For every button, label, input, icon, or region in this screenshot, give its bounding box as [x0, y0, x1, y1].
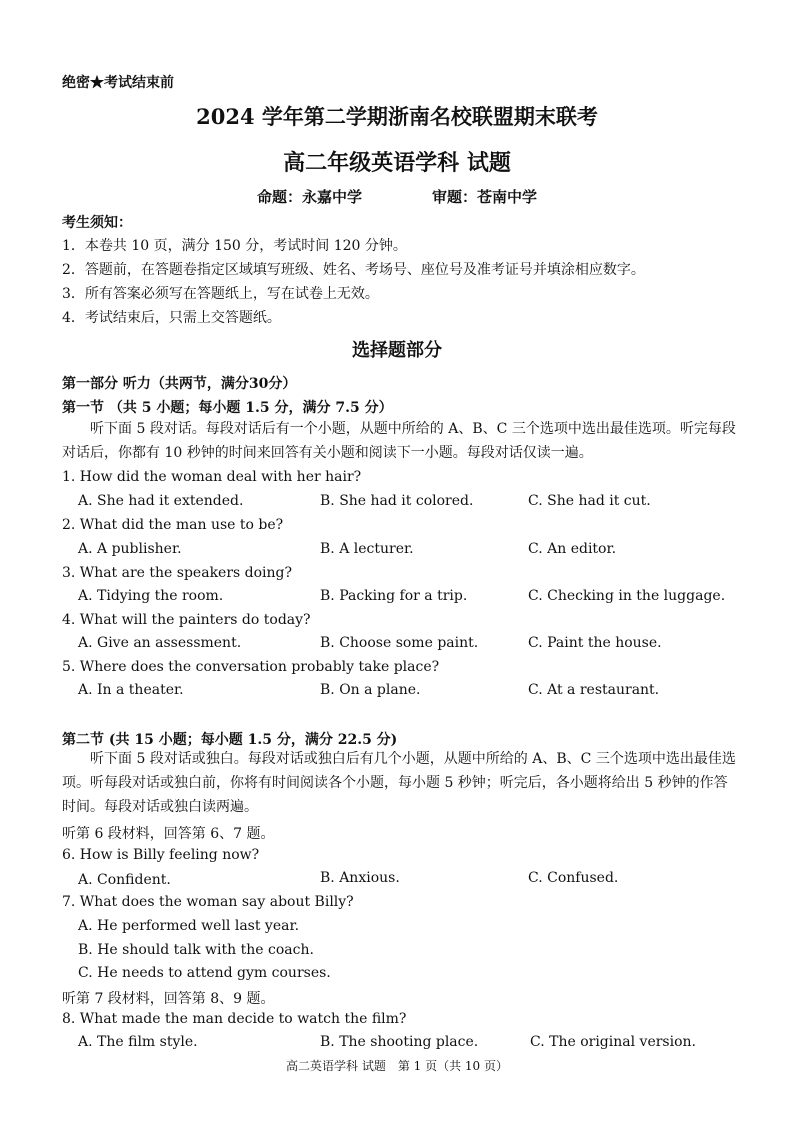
- option-a: A. The film style.: [78, 1034, 198, 1050]
- question-1: 1. How did the woman deal with her hair?: [62, 469, 362, 485]
- option-b: B. Anxious.: [320, 870, 400, 886]
- option-b: B. Choose some paint.: [320, 635, 479, 651]
- material-note: 听第 6 段材料，回答第 6、7 题。: [62, 826, 275, 842]
- authors-line: [0, 186, 794, 207]
- option-c: C. Confused.: [528, 870, 619, 886]
- option-a: A. Give an assessment.: [78, 635, 242, 651]
- option-b: B. On a plane.: [320, 682, 421, 698]
- question-7: 7. What does the woman say about Billy?: [62, 894, 354, 910]
- exam-subtitle: 高二年级英语学科 试题: [283, 150, 511, 176]
- sec2-instruction: 听下面 5 段对话或独白。每段对话或独白后有几个小题，从题中所给的 A、B、C 三个选项中选出最佳选项。听每段对话或独白前，你将有时间阅读各个小题，每小题 5 秒钟；听完后，各小题将给出 5 秒钟的作答时间。每段对话或独白读两遍。: [62, 751, 736, 815]
- question-3: 3. What are the speakers doing?: [62, 565, 293, 581]
- option-c: C. An editor.: [528, 541, 617, 557]
- option-a: A. Tidying the room.: [78, 588, 224, 604]
- question-4: 4. What will the painters do today?: [62, 612, 311, 628]
- question-2: 2. What did the man use to be?: [62, 517, 284, 533]
- setter-label: 命题：永嘉中学: [256, 188, 362, 206]
- part1-heading: 第一部分 听力（共两节，满分30分）: [62, 376, 297, 392]
- notice-item: 1．本卷共 10 页，满分 150 分，考试时间 120 分钟。: [62, 238, 407, 254]
- question-6: 6. How is Billy feeling now?: [62, 847, 260, 863]
- page-footer: 高二英语学科 试题 第 1 页（共 10 页）: [286, 1059, 508, 1073]
- reviewer-label: 审题：苍南中学: [432, 188, 538, 206]
- notice-item: 2．答题前，在答题卷指定区域填写班级、姓名、考场号、座位号及准考证号并填涂相应数字。: [62, 262, 645, 278]
- option-b: B. The shooting place.: [320, 1034, 479, 1050]
- option-c: C. Checking in the luggage.: [528, 588, 726, 604]
- material-note: 听第 7 段材料，回答第 8、9 题。: [62, 991, 275, 1007]
- question-8: 8. What made the man decide to watch the film?: [62, 1011, 407, 1027]
- option-c: C. She had it cut.: [528, 493, 651, 509]
- notice-item: 3．所有答案必须写在答题纸上，写在试卷上无效。: [62, 286, 379, 302]
- sec1-heading: 第一节 （共 5 小题；每小题 1.5 分，满分 7.5 分）: [62, 400, 393, 416]
- option-a: A. He performed well last year.: [78, 918, 300, 934]
- option-a: A. In a theater.: [78, 682, 184, 698]
- notice-heading: 考生须知：: [62, 215, 132, 231]
- option-b: B. Packing for a trip.: [320, 588, 468, 604]
- secret-label: 绝密★考试结束前: [62, 75, 174, 91]
- option-b: B. She had it colored.: [320, 493, 474, 509]
- option-c: C. At a restaurant.: [528, 682, 660, 698]
- sec2-heading: 第二节 (共 15 小题；每小题 1.5 分，满分 22.5 分): [62, 732, 398, 748]
- exam-title: 2024 学年第二学期浙南名校联盟期末联考: [196, 104, 598, 129]
- option-b: B. A lecturer.: [320, 541, 414, 557]
- option-c: C. He needs to attend gym courses.: [78, 965, 331, 981]
- notice-item: 4．考试结束后，只需上交答题纸。: [62, 310, 281, 326]
- option-a: A. She had it extended.: [78, 493, 244, 509]
- section-title: 选择题部分: [352, 340, 442, 361]
- option-b: B. He should talk with the coach.: [78, 942, 314, 958]
- option-c: C. The original version.: [530, 1034, 696, 1050]
- sec1-instruction: 听下面 5 段对话。每段对话后有一个小题，从题中所给的 A、B、C 三个选项中选出最佳选项。听完每段对话后，你都有 10 秒钟的时间来回答有关小题和阅读下一小题。每段对话仅读一遍。: [62, 421, 736, 461]
- option-c: C. Paint the house.: [528, 635, 662, 651]
- option-a: A. A publisher.: [78, 541, 182, 557]
- option-a: A. Confident.: [78, 872, 171, 888]
- question-5: 5. Where does the conversation probably take place?: [62, 659, 440, 675]
